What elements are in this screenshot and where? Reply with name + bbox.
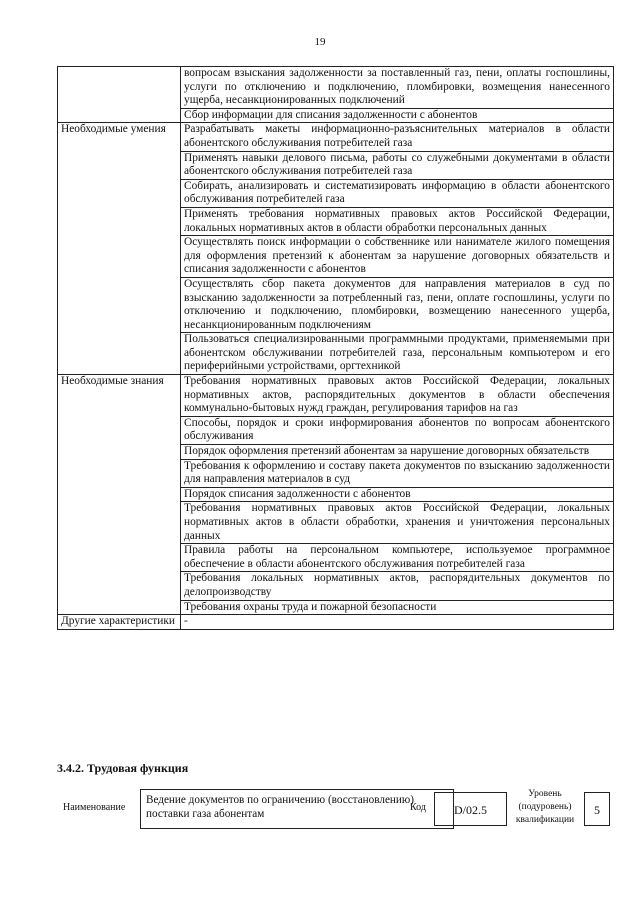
- name-label: Наименование: [63, 802, 126, 813]
- row-label: Другие характеристики: [58, 615, 181, 630]
- row-value: Способы, порядок и сроки информирования абонентов по вопросам абонентского обслуживания: [181, 416, 614, 444]
- table-row: [58, 615, 614, 630]
- table-row: [58, 67, 614, 109]
- row-value: Требования нормативных правовых актов Российской Федерации, локальных нормативных актов в области обработки, хранения и уничтожения персональных данных: [181, 502, 614, 544]
- row-label: Необходимые знания: [58, 375, 181, 615]
- row-value: Порядок списания задолженности с абонентов: [181, 487, 614, 502]
- row-value: вопросам взыскания задолженности за поставленный газ, пени, оплаты госпошлины, услуги по отключению и подключению, пломбировки, возмещения нанесенного ущерба, несанкционированных подключений: [181, 67, 614, 109]
- row-value: Сбор информации для списания задолженности с абонентов: [181, 108, 614, 123]
- page-number: 19: [314, 36, 326, 48]
- level-label: Уровень (подуровень) квалификации: [515, 789, 575, 825]
- requirements-table: [57, 66, 614, 630]
- row-value: Порядок оформления претензий абонентам за нарушение договорных обязательств: [181, 445, 614, 460]
- qualification-level: 5: [584, 792, 610, 826]
- row-value: Применять навыки делового письма, работы со служебными документами в области абонентского обслуживания потребителей газа: [181, 151, 614, 179]
- row-value: -: [181, 615, 614, 630]
- row-value: Применять требования нормативных правовых актов Российской Федерации, локальных нормативных актов в области обработки персональных данных: [181, 207, 614, 235]
- function-code: D/02.5: [434, 792, 507, 826]
- function-name: Ведение документов по ограничению (восстановлению) поставки газа абонентам: [140, 789, 454, 829]
- row-value: Осуществлять поиск информации о собственнике или нанимателе жилого помещения для оформления претензий к абонентам за нарушение договорных обязательств и списания задолженности с абонентов: [181, 236, 614, 278]
- code-label: Код: [410, 802, 426, 813]
- row-value: Собирать, анализировать и систематизировать информацию в области абонентского обслуживания потребителей газа: [181, 179, 614, 207]
- row-value: Осуществлять сбор пакета документов для направления материалов в суд по взысканию задолженности за потребленный газ, пени, оплате госпошлины, услуги по отключению и подключению, пломбировки, возмещению нанесенного ущерба, несанкционированным подключениям: [181, 277, 614, 332]
- row-value: Требования охраны труда и пожарной безопасности: [181, 600, 614, 615]
- row-value: Пользоваться специализированными программными продуктами, применяемыми при абонентском обслуживании потребителей газа, персональным компьютером и его периферийными устройствами, оргтехникой: [181, 333, 614, 375]
- row-value: Требования к оформлению и составу пакета документов по взысканию задолженности для направления материалов в суд: [181, 459, 614, 487]
- row-value: Разрабатывать макеты информационно-разъяснительных материалов в области абонентского обслуживания потребителей газа: [181, 123, 614, 151]
- row-label: Необходимые умения: [58, 123, 181, 375]
- table-row: [58, 375, 614, 417]
- row-value: Требования нормативных правовых актов Российской Федерации, локальных нормативных актов, распорядительных документов в области обеспечения коммунально-бытовых нужд граждан, регулирования тарифов на газ: [181, 375, 614, 417]
- row-value: Требования локальных нормативных актов, распорядительных документов по делопроизводству: [181, 572, 614, 600]
- row-label: [58, 67, 181, 123]
- section-title: 3.4.2. Трудовая функция: [57, 761, 189, 775]
- table-row: [58, 123, 614, 151]
- labor-function-header: [57, 786, 617, 830]
- row-value: Правила работы на персональном компьютере, используемое программное обеспечение в области абонентского обслуживания потребителей газа: [181, 544, 614, 572]
